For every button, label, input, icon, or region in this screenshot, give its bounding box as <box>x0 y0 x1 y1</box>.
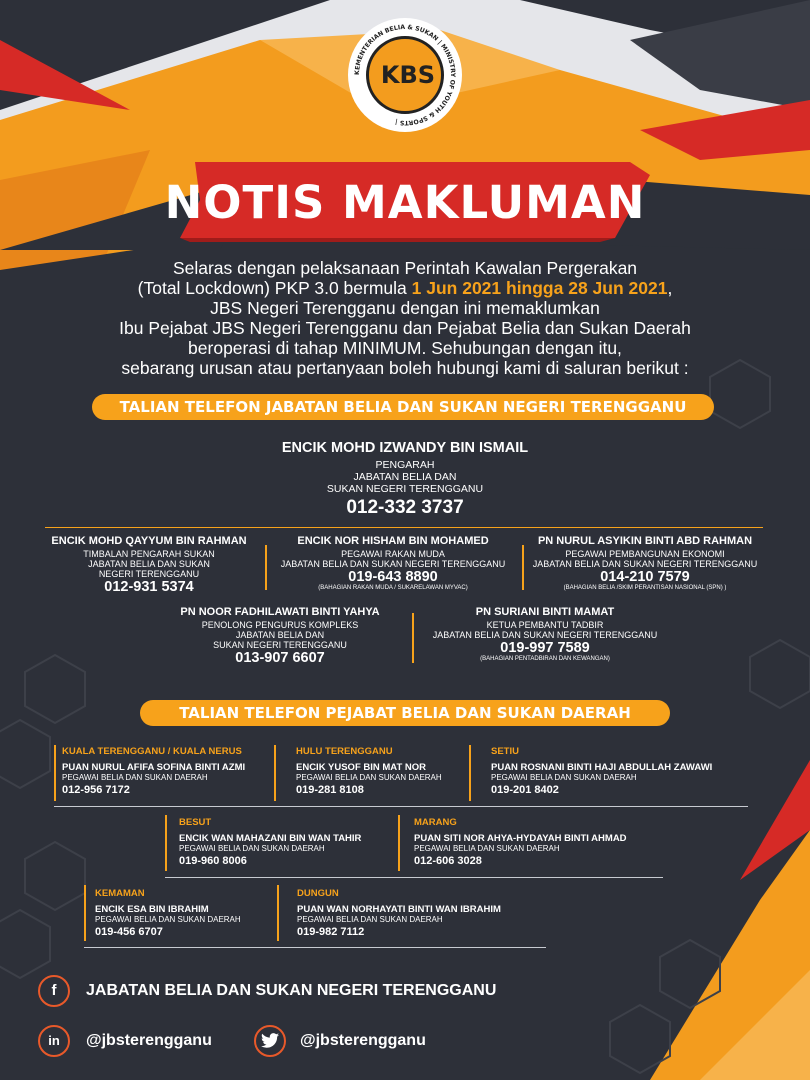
staff-name: PN NURUL ASYIKIN BINTI ABD RAHMAN <box>537 535 753 547</box>
divider <box>54 806 748 807</box>
staff-phone: 019-997 7589 <box>500 640 590 656</box>
logo-emblem <box>366 36 444 114</box>
district-role: PEGAWAI BELIA DAN SUKAN DAERAH <box>414 844 560 853</box>
district-officer: ENCIK YUSOF BIN MAT NOR <box>296 762 427 773</box>
kbs-logo <box>348 18 462 132</box>
staff-name: ENCIK MOHD QAYYUM BIN RAHMAN <box>51 535 247 547</box>
district-officer: PUAN SITI NOR AHYA-HYDAYAH BINTI AHMAD <box>414 833 627 844</box>
district-officer: PUAN NURUL AFIFA SOFINA BINTI AZMI <box>62 762 246 773</box>
divider <box>84 947 546 948</box>
district-area: MARANG <box>414 817 457 828</box>
district-area: KEMAMAN <box>95 888 145 899</box>
district-role: PEGAWAI BELIA DAN SUKAN DAERAH <box>297 915 443 924</box>
district-card <box>95 888 275 938</box>
district-area: HULU TERENGGANU <box>296 746 393 757</box>
staff-note: (BAHAGIAN BELIA /SKIM PERANTISAN NASIONAL (SPN) ) <box>563 585 727 591</box>
divider <box>165 815 167 871</box>
staff-dept: JABATAN BELIA DAN SUKAN NEGERI TERENGGANU <box>532 559 758 569</box>
staff-dept: NEGERI TERENGGANU <box>98 569 200 579</box>
district-phone: 019-982 7112 <box>297 926 365 938</box>
district-phone: 019-456 6707 <box>95 926 163 938</box>
divider <box>165 877 663 878</box>
district-phone: 019-201 8402 <box>491 784 559 796</box>
district-role: PEGAWAI BELIA DAN SUKAN DAERAH <box>179 844 325 853</box>
staff-card <box>525 535 765 591</box>
section-district-header: TALIAN TELEFON PEJABAT BELIA DAN SUKAN DAERAH <box>140 700 670 726</box>
staff-card <box>40 535 258 595</box>
svg-text:KEMENTERIAN BELIA & SUKAN | MI: KEMENTERIAN BELIA & SUKAN | MINISTRY OF YOUTH & SPORTS | <box>353 23 457 127</box>
intro-text <box>30 258 780 378</box>
staff-name: PN NOOR FADHILAWATI BINTI YAHYA <box>180 606 380 618</box>
logo-abbr: KBS <box>380 61 436 89</box>
district-card <box>296 746 481 796</box>
divider <box>398 815 400 871</box>
district-phone: 019-960 8006 <box>179 855 247 867</box>
district-officer: ENCIK WAN MAHAZANI BIN WAN TAHIR <box>179 833 362 844</box>
director-role: PENGARAH <box>375 459 435 471</box>
staff-phone: 019-643 8890 <box>348 569 438 585</box>
district-phone: 019-281 8108 <box>296 784 364 796</box>
district-officer: PUAN WAN NORHAYATI BINTI WAN IBRAHIM <box>297 904 501 915</box>
district-card <box>62 746 272 796</box>
intro-line: JBS Negeri Terengganu dengan ini memaklumkan <box>210 298 600 318</box>
divider <box>84 885 86 941</box>
facebook-icon[interactable]: f <box>38 975 70 1007</box>
district-card <box>414 817 664 867</box>
divider <box>469 745 471 801</box>
district-role: PEGAWAI BELIA DAN SUKAN DAERAH <box>296 773 442 782</box>
district-area: KUALA TERENGGANU / KUALA NERUS <box>62 746 242 757</box>
intro-line: (Total Lockdown) PKP 3.0 bermula 1 Jun 2021 hingga 28 Jun 2021, <box>137 278 673 298</box>
twitter-bird-icon <box>261 1033 279 1048</box>
staff-dept: SUKAN NEGERI TERENGGANU <box>213 640 347 650</box>
director-card <box>205 440 605 519</box>
director-name: ENCIK MOHD IZWANDY BIN ISMAIL <box>281 440 529 456</box>
divider <box>45 527 763 528</box>
district-card <box>491 746 741 796</box>
district-area: BESUT <box>179 817 212 828</box>
intro-line: Ibu Pejabat JBS Negeri Terengganu dan Pejabat Belia dan Sukan Daerah <box>119 318 691 338</box>
divider <box>265 545 267 590</box>
district-officer: PUAN ROSNANI BINTI HAJI ABDULLAH ZAWAWI <box>491 762 713 773</box>
district-area: DUNGUN <box>297 888 339 899</box>
staff-dept: JABATAN BELIA DAN SUKAN <box>88 559 210 569</box>
divider <box>412 613 414 663</box>
district-role: PEGAWAI BELIA DAN SUKAN DAERAH <box>95 915 241 924</box>
intro-line: beroperasi di tahap MINIMUM. Sehubungan dengan itu, <box>188 338 622 358</box>
staff-role: KETUA PEMBANTU TADBIR <box>486 620 604 630</box>
district-role: PEGAWAI BELIA DAN SUKAN DAERAH <box>491 773 637 782</box>
district-card <box>179 817 399 867</box>
staff-note: (BAHAGIAN PENTADBIRAN DAN KEWANGAN) <box>480 656 610 662</box>
linkedin-link[interactable]: @jbsterengganu <box>86 1032 212 1049</box>
director-dept: SUKAN NEGERI TERENGGANU <box>326 483 484 495</box>
district-card <box>297 888 547 938</box>
linkedin-icon[interactable]: in <box>38 1025 70 1057</box>
divider <box>274 745 276 801</box>
page-title: NOTIS MAKLUMAN <box>164 176 646 229</box>
district-role: PEGAWAI BELIA DAN SUKAN DAERAH <box>62 773 208 782</box>
district-phone: 012-606 3028 <box>414 855 482 867</box>
staff-card <box>268 535 518 591</box>
staff-card <box>160 606 400 666</box>
staff-role: TIMBALAN PENGARAH SUKAN <box>83 549 215 559</box>
staff-dept: JABATAN BELIA DAN SUKAN NEGERI TERENGGANU <box>280 559 506 569</box>
director-phone: 012-332 3737 <box>346 497 464 518</box>
divider <box>277 885 279 941</box>
staff-card <box>420 606 670 662</box>
intro-line: sebarang urusan atau pertanyaan boleh hubungi kami di saluran berikut : <box>121 358 689 378</box>
staff-dept: JABATAN BELIA DAN <box>235 630 325 640</box>
district-area: SETIU <box>491 746 519 757</box>
staff-role: PENOLONG PENGURUS KOMPLEKS <box>201 620 359 630</box>
staff-phone: 012-931 5374 <box>104 579 194 595</box>
staff-note: (BAHAGIAN RAKAN MUDA / SUKARELAWAN MYVAC) <box>318 585 468 591</box>
district-officer: ENCIK ESA BIN IBRAHIM <box>95 904 209 915</box>
director-dept: JABATAN BELIA DAN <box>353 471 457 483</box>
intro-line: Selaras dengan pelaksanaan Perintah Kawalan Pergerakan <box>172 258 638 278</box>
section-state-header: TALIAN TELEFON JABATAN BELIA DAN SUKAN NEGERI TERENGGANU <box>92 394 714 420</box>
facebook-link[interactable]: JABATAN BELIA DAN SUKAN NEGERI TERENGGANU <box>86 982 497 999</box>
divider <box>54 745 56 801</box>
divider <box>522 545 524 590</box>
staff-name: ENCIK NOR HISHAM BIN MOHAMED <box>297 535 489 547</box>
staff-role: PEGAWAI PEMBANGUNAN EKONOMI <box>565 549 725 559</box>
date-range: 1 Jun 2021 hingga 28 Jun 2021 <box>411 278 668 298</box>
staff-phone: 014-210 7579 <box>600 569 690 585</box>
staff-name: PN SURIANI BINTI MAMAT <box>475 606 615 618</box>
staff-role: PEGAWAI RAKAN MUDA <box>341 549 445 559</box>
staff-phone: 013-907 6607 <box>235 650 325 666</box>
district-phone: 012-956 7172 <box>62 784 130 796</box>
staff-dept: JABATAN BELIA DAN SUKAN NEGERI TERENGGANU <box>432 630 658 640</box>
twitter-icon[interactable] <box>254 1025 286 1057</box>
twitter-link[interactable]: @jbsterengganu <box>300 1032 426 1049</box>
